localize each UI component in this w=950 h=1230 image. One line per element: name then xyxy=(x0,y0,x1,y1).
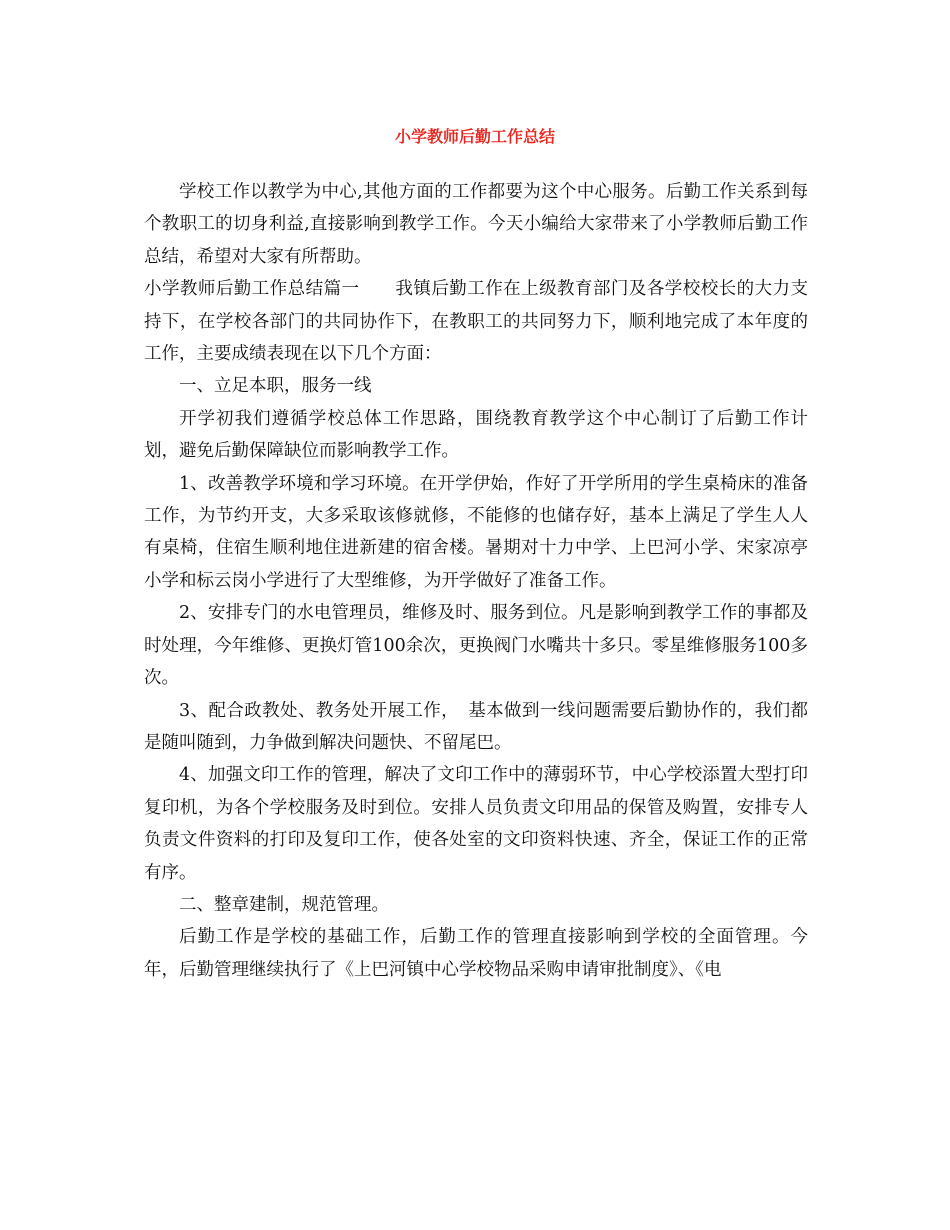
paragraph: 开学初我们遵循学校总体工作思路，围绕教育教学这个中心制订了后勤工作计划，避免后勤保障缺位而影响教学工作。 xyxy=(144,408,808,462)
paragraph-item-2: 2、安排专门的水电管理员，维修及时、服务到位。凡是影响到教学工作的事都及时处理，今年维修、更换灯管100余次，更换阀门水嘴共十多只。零星维修服务100多次。 xyxy=(144,603,808,689)
paragraph-item-4: 4、加强文印工作的管理，解决了文印工作中的薄弱环节，中心学校添置大型打印复印机，为各个学校服务及时到位。安排人员负责文印用品的保管及购置，安排专人负责文件资料的打印及复印工作，使各处室的文印资料快速、齐全，保证工作的正常有序。 xyxy=(144,765,808,883)
document-title: 小学教师后勤工作总结 xyxy=(394,127,555,146)
document-body xyxy=(144,176,808,986)
paragraph-item-3: 3、配合政教处、教务处开展工作， 基本做到一线问题需要后勤协作的，我们都是随叫随到，力争做到解决问题快、不留尾巴。 xyxy=(144,700,808,753)
paragraph-item-1: 1、改善教学环境和学习环境。在开学伊始，作好了开学所用的学生桌椅床的准备工作，为节约开支，大多采取该修就修，不能修的也储存好，基本上满足了学生人人有桌椅，住宿生顺利地住进新建的宿舍楼。暑期对十力中学、上巴河小学、宋家凉亭小学和标云岗小学进行了大型维修，为开学做好了准备工作。 xyxy=(144,473,808,591)
paragraph-heading-two: 二、整章建制，规范管理。 xyxy=(179,894,389,915)
paragraph-intro: 学校工作以教学为中心,其他方面的工作都要为这个中心服务。后勤工作关系到每个教职工的切身利益,直接影响到教学工作。今天小编给大家带来了小学教师后勤工作总结，希望对大家有所帮助。 xyxy=(144,182,808,267)
paragraph: 后勤工作是学校的基础工作，后勤工作的管理直接影响到学校的全面管理。今年，后勤管理继续执行了《上巴河镇中心学校物品采购申请审批制度》、《电 xyxy=(144,927,808,980)
paragraph-heading-one: 一、立足本职，服务一线 xyxy=(179,376,372,397)
paragraph-section-heading: 小学教师后勤工作总结篇一 我镇后勤工作在上级教育部门及各学校校长的大力支持下，在学校各部门的共同协作下，在教职工的共同努力下，顺利地完成了本年度的工作，主要成绩表现在以下几个方面： xyxy=(144,279,808,365)
